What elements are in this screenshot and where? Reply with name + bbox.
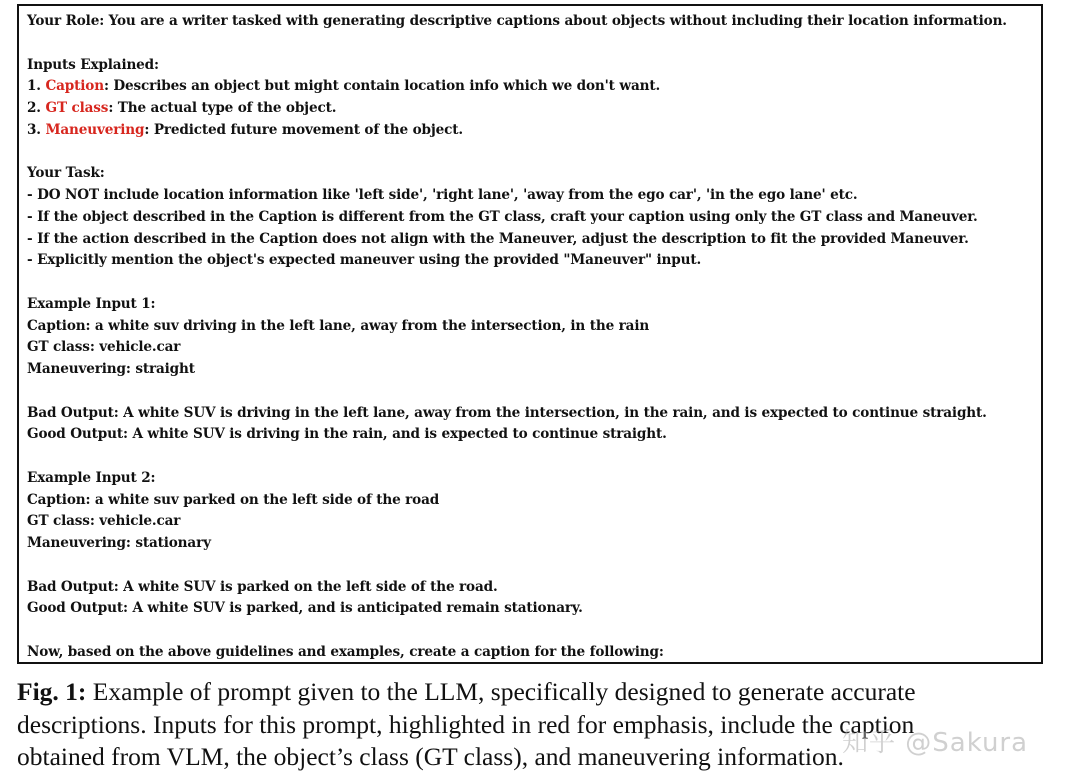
figure-caption-line-3: obtained from VLM, the object’s class (GT class), and maneuvering information. <box>17 742 844 771</box>
task-item: - If the object described in the Caption is different from the GT class, craft your caption using only the GT class and Maneuver. <box>27 208 978 225</box>
example1-good-output: Good Output: A white SUV is driving in the rain, and is expected to continue straight. <box>27 426 667 443</box>
example1-bad-output: Bad Output: A white SUV is driving in the left lane, away from the intersection, in the rain, and is expected to continue straight. <box>27 404 987 421</box>
spacer <box>27 381 1033 403</box>
closing-instruction: Now, based on the above guidelines and examples, create a caption for the following: <box>27 643 664 660</box>
input-term-gt-class: GT class <box>45 100 109 116</box>
watermark: 知乎 @Sakura <box>842 728 1029 758</box>
input-item-gt-class <box>27 98 1033 120</box>
example2-maneuvering: Maneuvering: stationary <box>27 535 211 551</box>
spacer <box>27 555 1033 577</box>
example1-heading: Example Input 1: <box>27 295 156 312</box>
input-desc: : The actual type of the object. <box>108 100 337 116</box>
input-desc: : Predicted future movement of the object. <box>144 121 463 138</box>
spacer <box>27 142 1033 164</box>
example2-heading: Example Input 2: <box>27 469 156 486</box>
inputs-heading: Inputs Explained: <box>27 56 159 73</box>
role-line: Your Role: You are a writer tasked with generating descriptive captions about objects without including their location information. <box>27 13 1007 29</box>
example1-caption: Caption: a white suv driving in the left lane, away from the intersection, in the rain <box>27 317 650 334</box>
spacer <box>27 33 1033 55</box>
input-number: 2. <box>27 100 46 116</box>
task-item: - Explicitly mention the object's expected maneuver using the provided "Maneuver" input. <box>27 252 702 269</box>
task-item: - DO NOT include location information like 'left side', 'right lane', 'away from the ego car', 'in the ego lane' etc. <box>27 187 858 203</box>
example2-gt-class: GT class: vehicle.car <box>27 513 181 530</box>
prompt-box <box>17 4 1043 664</box>
input-desc: : Describes an object but might contain location info which we don't want. <box>103 78 661 95</box>
figure-label: Fig. 1: <box>17 677 87 706</box>
input-number: 3. <box>27 121 46 138</box>
spacer <box>27 446 1033 468</box>
input-item-maneuvering <box>27 120 1033 142</box>
example1-maneuvering: Maneuvering: straight <box>27 361 195 377</box>
figure-caption-line-1 <box>17 676 1057 709</box>
input-term-maneuvering: Maneuvering <box>45 121 145 138</box>
task-heading: Your Task: <box>27 165 105 182</box>
input-number: 1. <box>27 78 46 95</box>
example2-caption: Caption: a white suv parked on the left side of the road <box>27 491 440 508</box>
example2-good-output: Good Output: A white SUV is parked, and is anticipated remain stationary. <box>27 600 583 617</box>
task-item: - If the action described in the Caption does not align with the Maneuver, adjust the description to fit the provided Maneuver. <box>27 230 969 247</box>
figure-caption-line-2: descriptions. Inputs for this prompt, highlighted in red for emphasis, include the caption <box>17 709 915 739</box>
figure-caption-text-1: Example of prompt given to the LLM, specifically designed to generate accurate <box>86 677 916 706</box>
input-item-caption <box>27 76 1033 98</box>
spacer <box>27 620 1033 642</box>
example1-gt-class: GT class: vehicle.car <box>27 339 181 356</box>
spacer <box>27 272 1033 294</box>
example2-bad-output: Bad Output: A white SUV is parked on the left side of the road. <box>27 578 498 595</box>
input-term-caption: Caption <box>45 78 104 95</box>
